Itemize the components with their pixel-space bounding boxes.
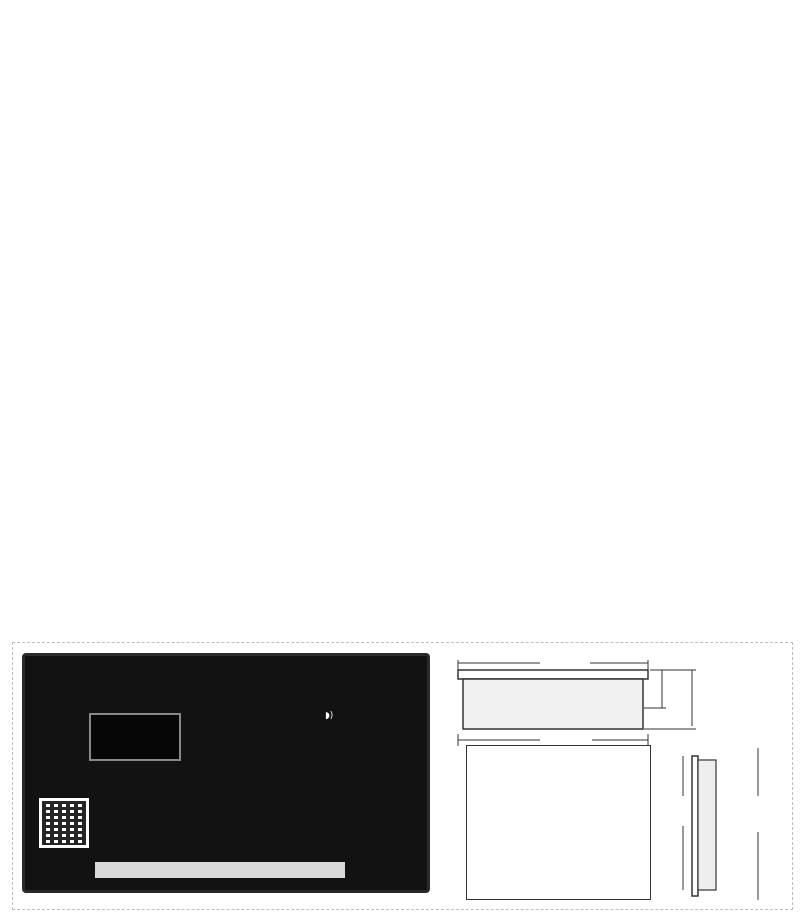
qr-code [39, 798, 89, 848]
panel-cutout [466, 745, 651, 900]
intro-paragraph [22, 40, 752, 65]
section-heading-2 [60, 104, 130, 129]
lcd-display [89, 713, 181, 761]
sound-icon: ◗) [325, 711, 334, 721]
section-heading-1 [60, 2, 130, 27]
alarm-label [325, 711, 333, 721]
label-strip [95, 862, 345, 878]
controller-panel [22, 653, 430, 893]
section-heading-3 [60, 603, 130, 628]
